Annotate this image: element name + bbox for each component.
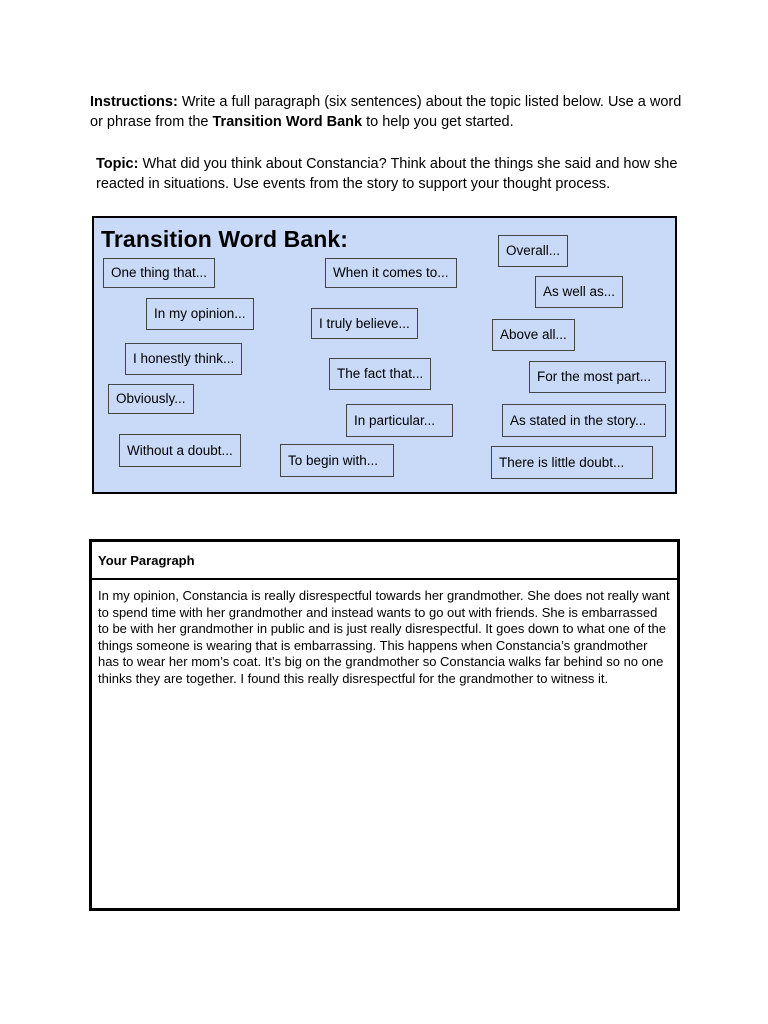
phrase-obviously: Obviously... <box>108 384 194 414</box>
phrase-there-is-little-doubt: There is little doubt... <box>491 446 653 479</box>
topic-label: Topic: <box>96 156 139 172</box>
phrase-in-my-opinion: In my opinion... <box>146 298 254 330</box>
instructions-text-after: to help you get started. <box>362 114 514 130</box>
phrase-in-particular: In particular... <box>346 404 453 437</box>
phrase-one-thing-that: One thing that... <box>103 258 215 288</box>
phrase-i-honestly-think: I honestly think... <box>125 343 242 375</box>
phrase-to-begin-with: To begin with... <box>280 444 394 477</box>
phrase-above-all: Above all... <box>492 319 575 351</box>
phrase-without-a-doubt: Without a doubt... <box>119 434 241 467</box>
word-bank-title: Transition Word Bank: <box>101 226 349 252</box>
paragraph-body[interactable]: In my opinion, Constancia is really disrespectful towards her grandmother. She does not really want to spend time with her grandmother and instead wants to go out with friends. She is embarrassed to be with her grandmother in public and is just really disrespectful. It goes down to what one of the things someone is wearing that is embarrassing. This happens when Constancia’s grandmother has to wear her mom’s coat. It’s big on the grandmother so Constancia walks far behind so no one thinks they are together. I found this really disrespectful for the grandmother to witness it. <box>98 588 670 686</box>
instructions-label: Instructions: <box>90 94 178 110</box>
phrase-the-fact-that: The fact that... <box>329 358 431 390</box>
phrase-when-it-comes-to: When it comes to... <box>325 258 457 288</box>
paragraph-table <box>89 539 680 911</box>
instructions-text-before: Write a full paragraph (six sentences) about the topic listed below. Use a word or phrase from the <box>90 94 682 130</box>
phrase-as-stated-in-the-story: As stated in the story... <box>502 404 666 437</box>
instructions-bold-term: Transition Word Bank <box>212 114 363 130</box>
transition-word-bank <box>92 216 677 494</box>
phrase-i-truly-believe: I truly believe... <box>311 308 418 339</box>
phrase-as-well-as: As well as... <box>535 276 623 308</box>
phrase-for-the-most-part: For the most part... <box>529 361 666 393</box>
topic-text <box>96 154 696 194</box>
phrase-overall: Overall... <box>498 235 568 267</box>
instructions-text <box>90 92 690 132</box>
topic-body: What did you think about Constancia? Think about the things she said and how she reacted in situations. Use events from the story to support your thought process. <box>96 156 678 192</box>
paragraph-header: Your Paragraph <box>92 542 677 580</box>
